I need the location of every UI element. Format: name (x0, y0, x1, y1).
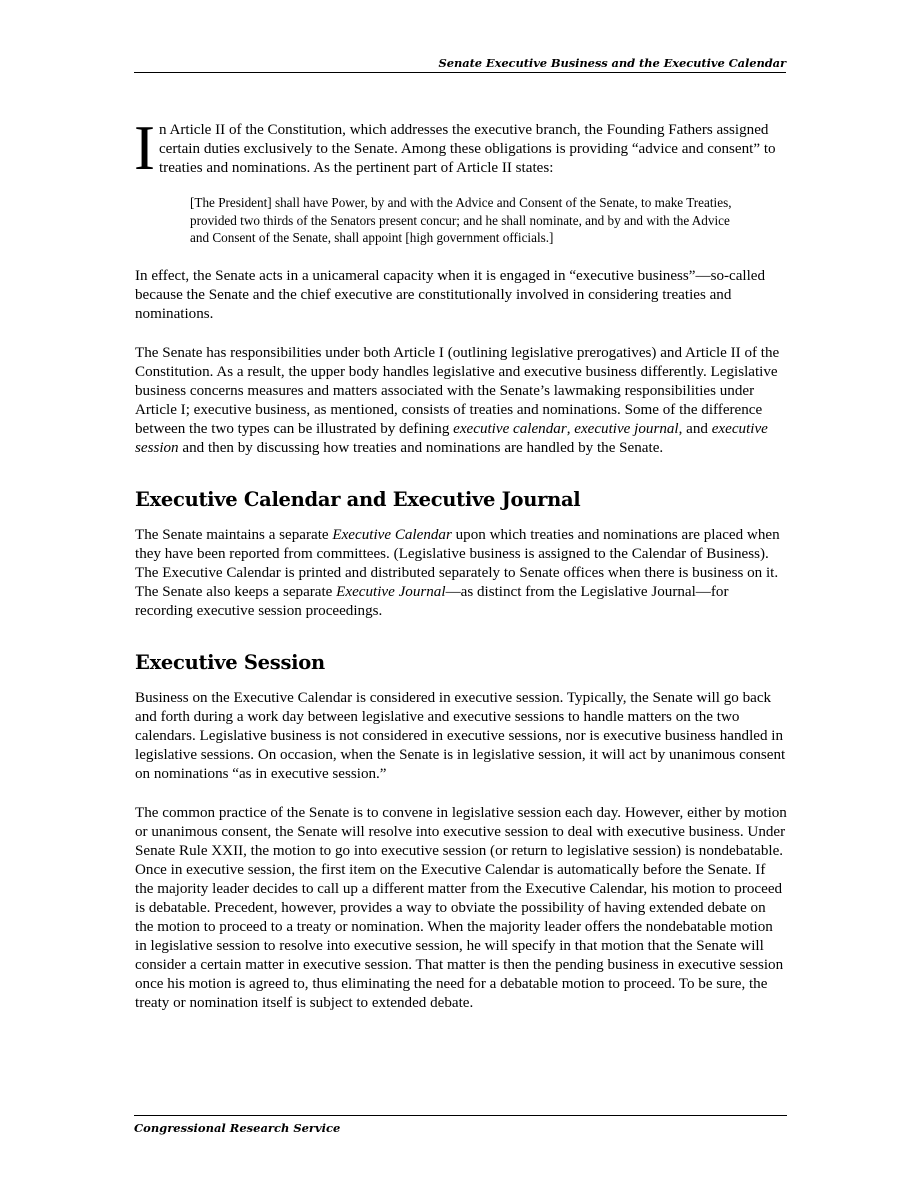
paragraph-text: —as distinct from the Legislative Journal—for recording executive session proceedings. (135, 583, 729, 619)
drop-cap: I (134, 113, 155, 183)
term-executive-journal: Executive Journal (336, 583, 446, 600)
term-executive-journal: executive journal (574, 420, 679, 437)
separator: , and (678, 420, 712, 437)
intro-text: n Article II of the Constitution, which addresses the executive branch, the Founding Fathers assigned certain duties exclusively to the Senate. Among these obligations is providing “advice and consent” to treaties and nominations. As the pertinent part of Article II states: (158, 122, 776, 176)
paragraph-unicameral: In effect, the Senate acts in a unicameral capacity when it is engaged in “executive business”—so-called because the Senate and the chief executive are constitutionally involved in considering treaties and nominations. (135, 267, 766, 322)
paragraph-responsibilities (135, 344, 787, 458)
paragraph-text: The Senate has responsibilities under both Article I (outlining legislative prerogatives) and Article II of the Constitution. As a result, the upper body handles legislative and executive business differently. Legislative business concerns measures and matters associated with the Senate’s lawmaking responsibilities under Article I; executive business, as mentioned, consists of treaties and nominations. Some of the difference between the two types can be illustrated by defining (135, 344, 780, 437)
term-executive-session: executive session (135, 420, 768, 456)
running-footer (134, 1115, 787, 1135)
paragraph-text: The Senate maintains a separate (135, 526, 333, 543)
section-heading-calendar-journal: Executive Calendar and Executive Journal (135, 487, 581, 511)
paragraph-text: and then by discussing how treaties and nominations are handled by the Senate. (178, 439, 664, 456)
term-executive-calendar: Executive Calendar (332, 526, 452, 543)
footer-organization: Congressional Research Service (134, 1121, 341, 1135)
intro-paragraph (134, 113, 787, 183)
paragraph-text: upon which treaties and nominations are placed when they have been reported from committees. (Legislative business is assigned to the Calendar of Business). The Executive Calendar is printed and distributed separately to Senate offices when there is business on it. The Senate also keeps a separate (135, 526, 780, 600)
paragraph-executive-session: Business on the Executive Calendar is considered in executive session. Typically, the Senate will go back and forth during a work day between legislative and executive sessions to handle matters on the two calendars. Legislative business is not considered in executive sessions, nor is executive business handled in legislative sessions. On occasion, when the Senate is in legislative session, it will act by unanimous consent on nominations “as in executive session.” (135, 689, 786, 782)
running-header (134, 56, 786, 73)
term-executive-calendar: executive calendar (453, 420, 567, 437)
paragraph-executive-calendar (135, 526, 787, 621)
separator: , (566, 420, 575, 437)
document-body (134, 113, 787, 1013)
section-heading-executive-session: Executive Session (135, 650, 325, 674)
running-header-title: Senate Executive Business and the Executive Calendar (438, 56, 786, 70)
block-quote: [The President] shall have Power, by and with the Advice and Consent of the Senate, to make Treaties, provided two thirds of the Senators present concur; and he shall nominate, and by and with the Advice and Consent of the Senate, shall appoint [high government officials.] (190, 195, 732, 245)
paragraph-common-practice: The common practice of the Senate is to convene in legislative session each day. However, either by motion or unanimous consent, the Senate will resolve into executive session to deal with executive business. Under Senate Rule XXII, the motion to go into executive session (or return to legislative session) is nondebatable. Once in executive session, the first item on the Executive Calendar is automatically before the Senate. If the majority leader decides to call up a different matter from the Executive Calendar, his motion to proceed is debatable. Precedent, however, provides a way to obviate the possibility of having extended debate on the motion to proceed to a treaty or nomination. When the majority leader offers the nondebatable motion in legislative session to resolve into executive session, he will specify in that motion that the Senate will consider a certain matter in executive session. That matter is then the pending business in executive session once his motion is agreed to, thus eliminating the need for a debatable motion to proceed. To be sure, the treaty or nomination itself is subject to extended debate. (135, 804, 787, 1011)
